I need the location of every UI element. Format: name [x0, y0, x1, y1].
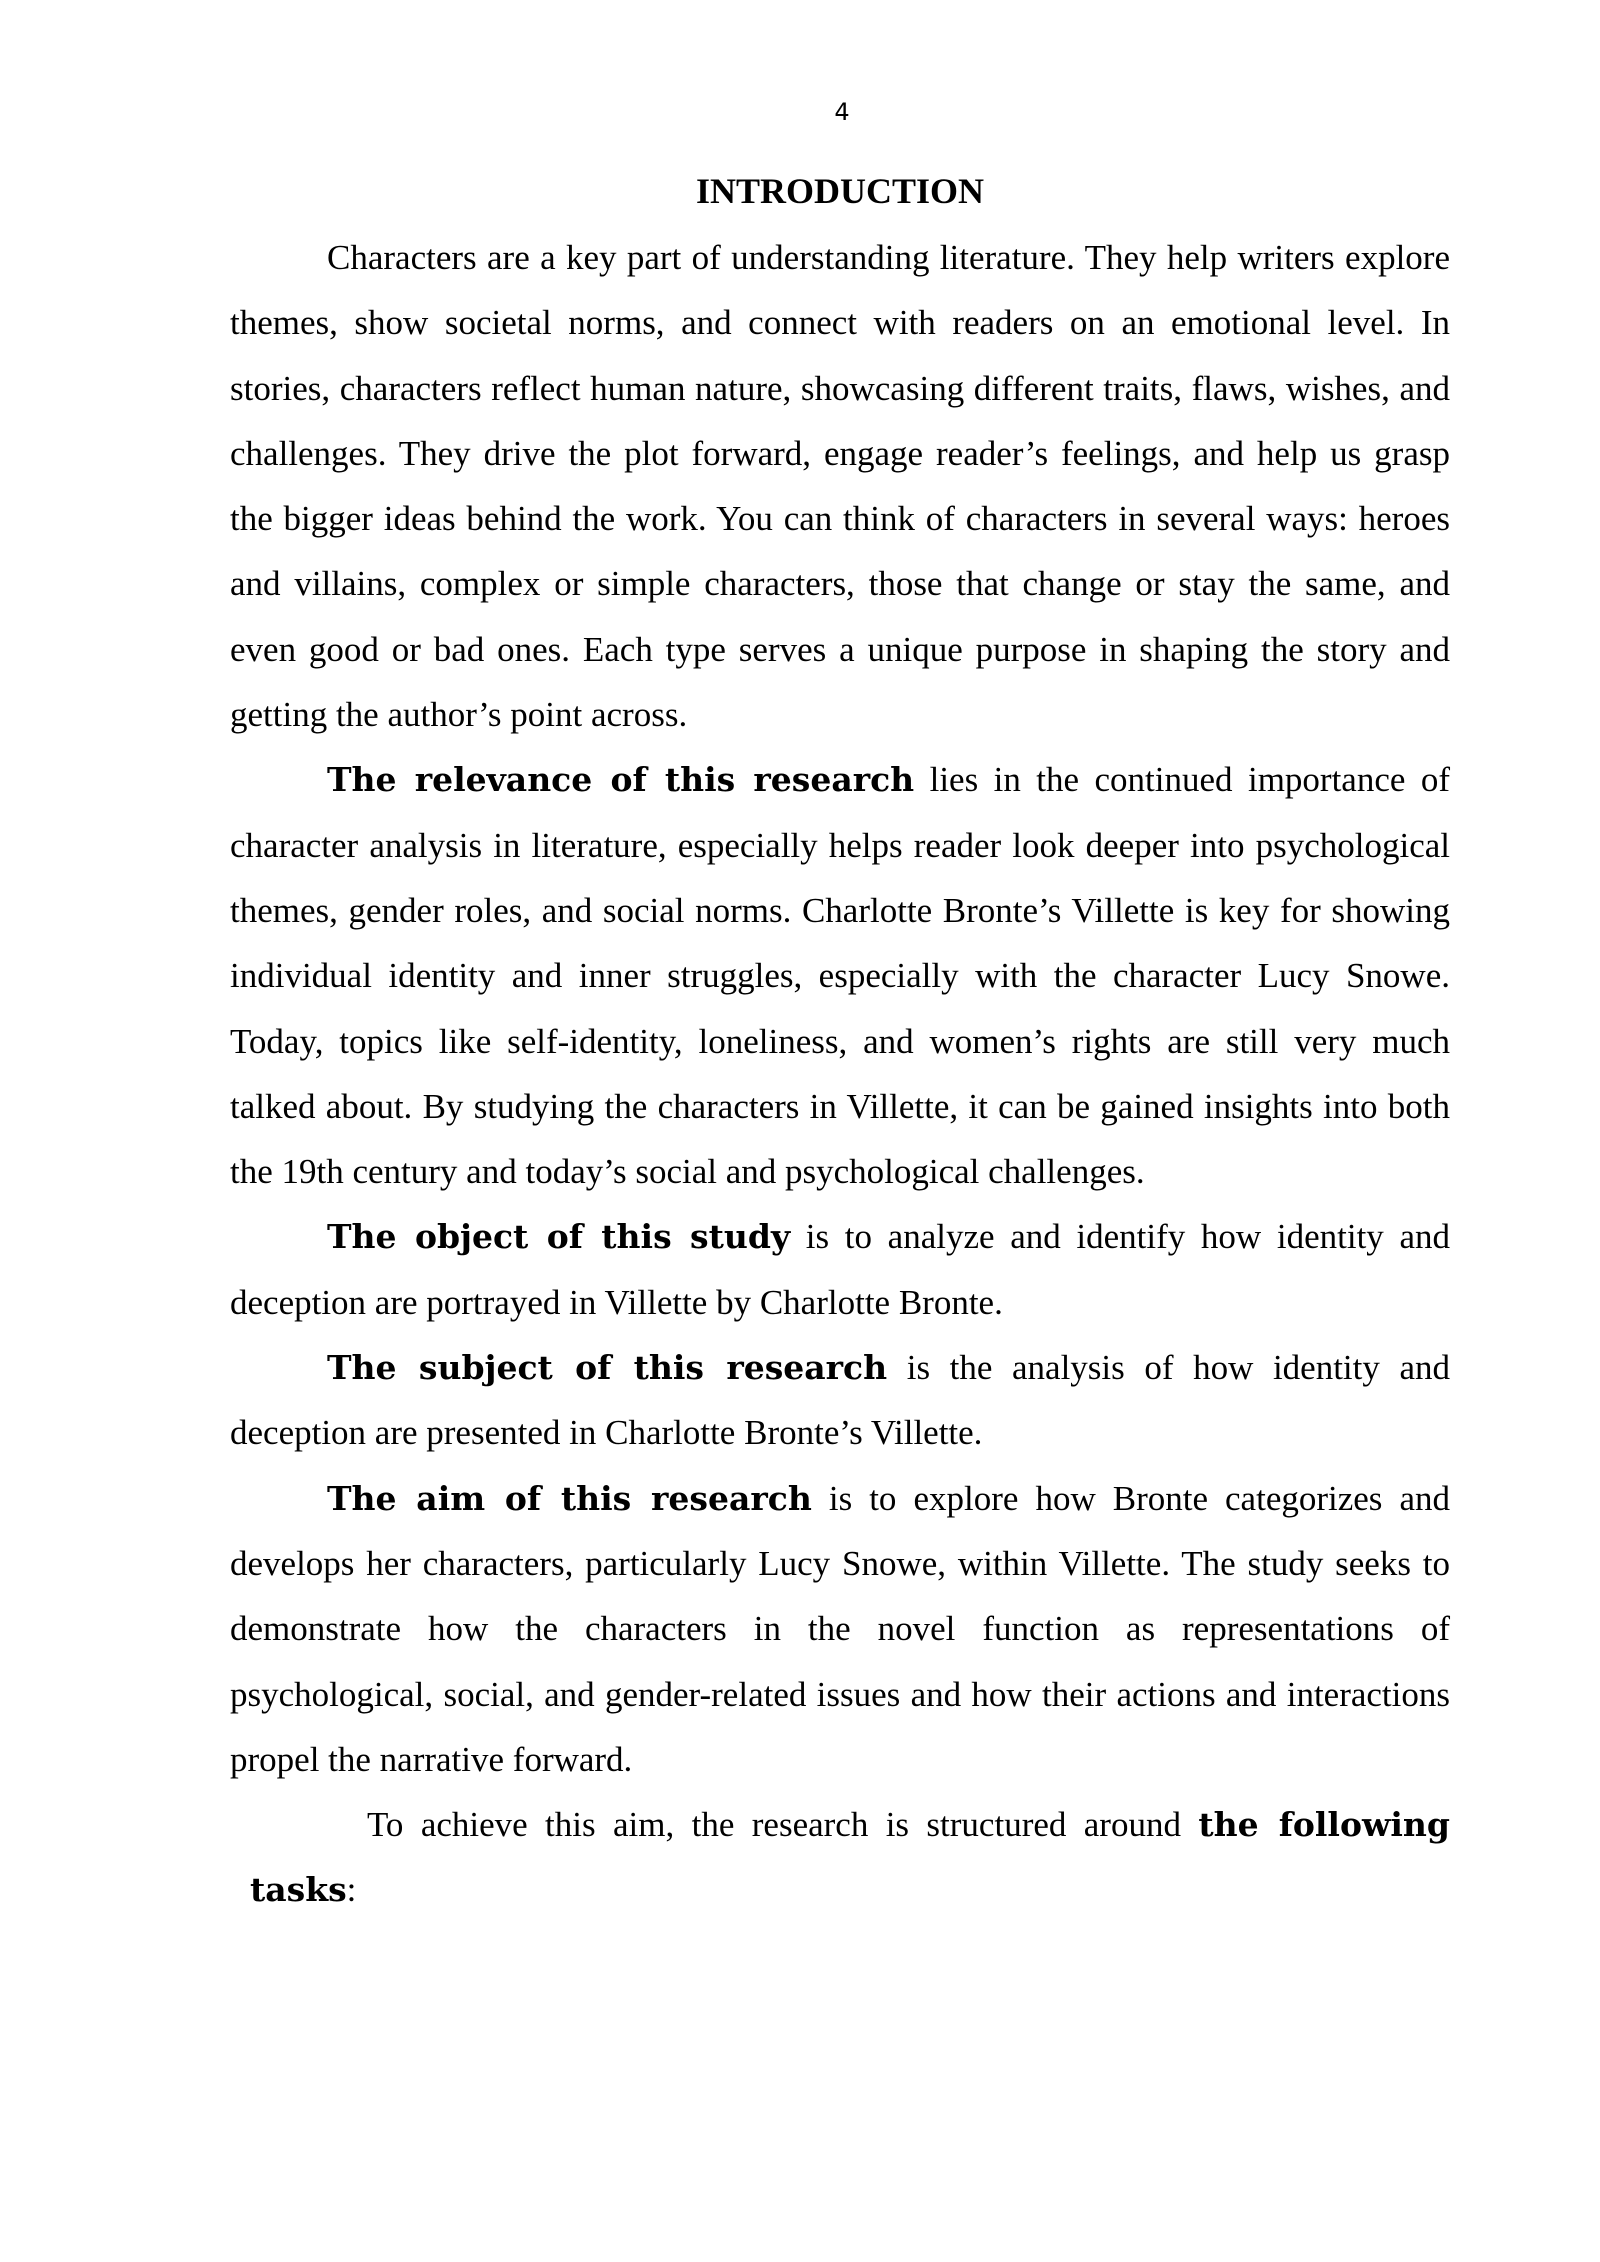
paragraph-text: is the analysis of how identity and deception are presented in Charlotte Bronte’s Villette.: [230, 1348, 1450, 1453]
tasks-label: the following tasks: [250, 1805, 1450, 1910]
paragraph-characters: [230, 225, 1450, 747]
section-title: INTRODUCTION: [695, 171, 985, 211]
page-number: 4: [834, 98, 850, 126]
paragraph-text: lies in the continued importance of character analysis in literature, especially helps reader look deeper into psychological themes, gender roles, and social norms. Charlotte Bronte’s Villette is key for showing individual identity and inner struggles, especially with the character Lucy Snowe. Today, topics like self-identity, loneliness, and women’s rights are still very much talked about. By studying the characters in Villette, it can be gained insights into both the 19th century and today’s social and psychological challenges.: [230, 760, 1450, 1192]
subject-label: The subject of this research: [327, 1348, 888, 1388]
aim-label: The aim of this research: [327, 1478, 812, 1518]
paragraph-text: is to explore how Bronte categorizes and develops her characters, particularly Lucy Snowe, within Villette. The study seeks to demonstrate how the characters in the novel function as representations of psychological, social, and gender-related issues and how their actions and interactions propel the narrative forward.: [230, 1478, 1450, 1779]
paragraph-relevance: [230, 747, 1450, 1204]
paragraph-text: To achieve this aim, the research is structured around: [367, 1805, 1199, 1845]
object-label: The object of this study: [327, 1217, 791, 1257]
relevance-label: The relevance of this research: [327, 760, 915, 800]
paragraph-tasks: [230, 1792, 1450, 1923]
document-body: [230, 165, 1450, 1923]
paragraph-object: [230, 1204, 1450, 1335]
paragraph-subject: [230, 1335, 1450, 1466]
paragraph-text: is to analyze and identify how identity and deception are portrayed in Villette by Charlotte Bronte.: [230, 1217, 1450, 1322]
paragraph-text: Characters are a key part of understanding literature. They help writers explore themes, show societal norms, and connect with readers on an emotional level. In stories, characters reflect human nature, showcasing different traits, flaws, wishes, and challenges. They drive the plot forward, engage reader’s feelings, and help us grasp the bigger ideas behind the work. You can think of characters in several ways: heroes and villains, complex or simple characters, those that change or stay the same, and even good or bad ones. Each type serves a unique purpose in shaping the story and getting the author’s point across.: [230, 238, 1450, 735]
paragraph-aim: [230, 1466, 1450, 1792]
tasks-suffix: :: [346, 1870, 357, 1910]
